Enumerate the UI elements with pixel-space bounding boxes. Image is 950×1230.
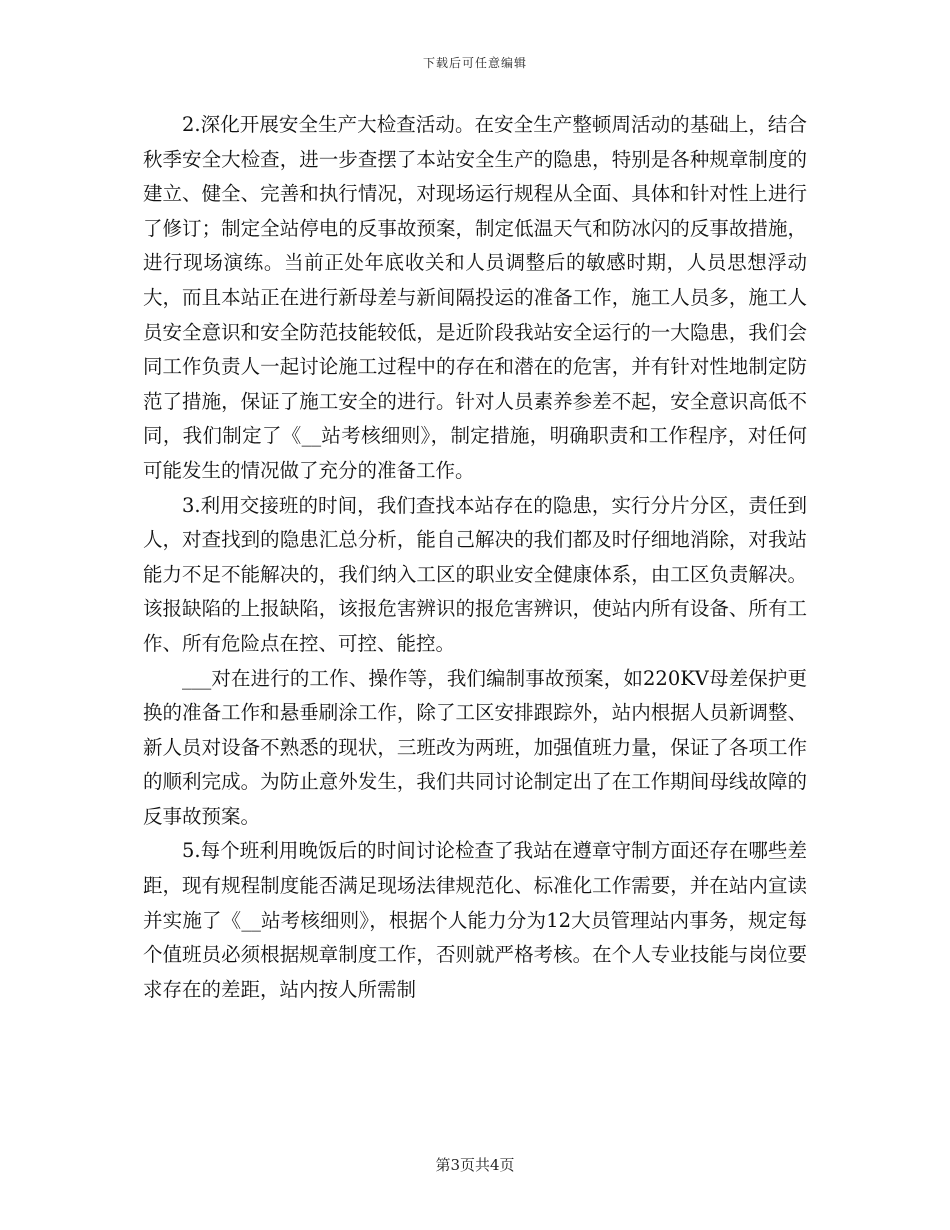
document-body [143,108,807,1007]
paragraph-2: 2.深化开展安全生产大检查活动。在安全生产整顿周活动的基础上，结合秋季安全大检查，进一步查摆了本站安全生产的隐患，特别是各种规章制度的建立、健全、完善和执行情况，对现场运行规程从全面、具体和针对性上进行了修订；制定全站停电的反事故预案，制定低温天气和防冰闪的反事故措施，进行现场演练。当前正处年底收关和人员调整后的敏感时期，人员思想浮动大，而且本站正在进行新母差与新间隔投运的准备工作，施工人员多，施工人员安全意识和安全防范技能较低，是近阶段我站安全运行的一大隐患，我们会同工作负责人一起讨论施工过程中的存在和潜在的危害，并有针对性地制定防范了措施，保证了施工安全的进行。针对人员素养参差不起，安全意识高低不同，我们制定了《__站考核细则》，制定措施，明确职责和工作程序，对任何可能发生的情况做了充分的准备工作。 [143,113,807,482]
paragraph-3: 3.利用交接班的时间，我们查找本站存在的隐患，实行分片分区，责任到人，对查找到的隐患汇总分析，能自己解决的我们都及时仔细地消除，对我站能力不足不能解决的，我们纳入工区的职业安全健康体系，由工区负责解决。该报缺陷的上报缺陷，该报危害辨识的报危害辨识，使站内所有设备、所有工作、所有危险点在控、可控、能控。 [143,493,807,655]
paragraph-4: ___对在进行的工作、操作等，我们编制事故预案，如220KV母差保护更换的准备工作和悬垂刷涂工作，除了工区安排跟踪外，站内根据人员新调整、新人员对设备不熟悉的现状，三班改为两班，加强值班力量，保证了各项工作的顺利完成。为防止意外发生，我们共同讨论制定出了在工作期间母线故障的反事故预案。 [143,666,807,828]
paragraph-5: 5.每个班利用晚饭后的时间讨论检查了我站在遵章守制方面还存在哪些差距，现有规程制度能否满足现场法律规范化、标准化工作需要，并在站内宣读并实施了《__站考核细则》，根据个人能力分为12大员管理站内事务，规定每个值班员必须根据规章制度工作，否则就严格考核。在个人专业技能与岗位要求存在的差距，站内按人所需制 [143,839,807,1001]
page-header: 下载后可任意编辑 [422,56,527,70]
page-footer: 第3页共4页 [435,1156,515,1174]
